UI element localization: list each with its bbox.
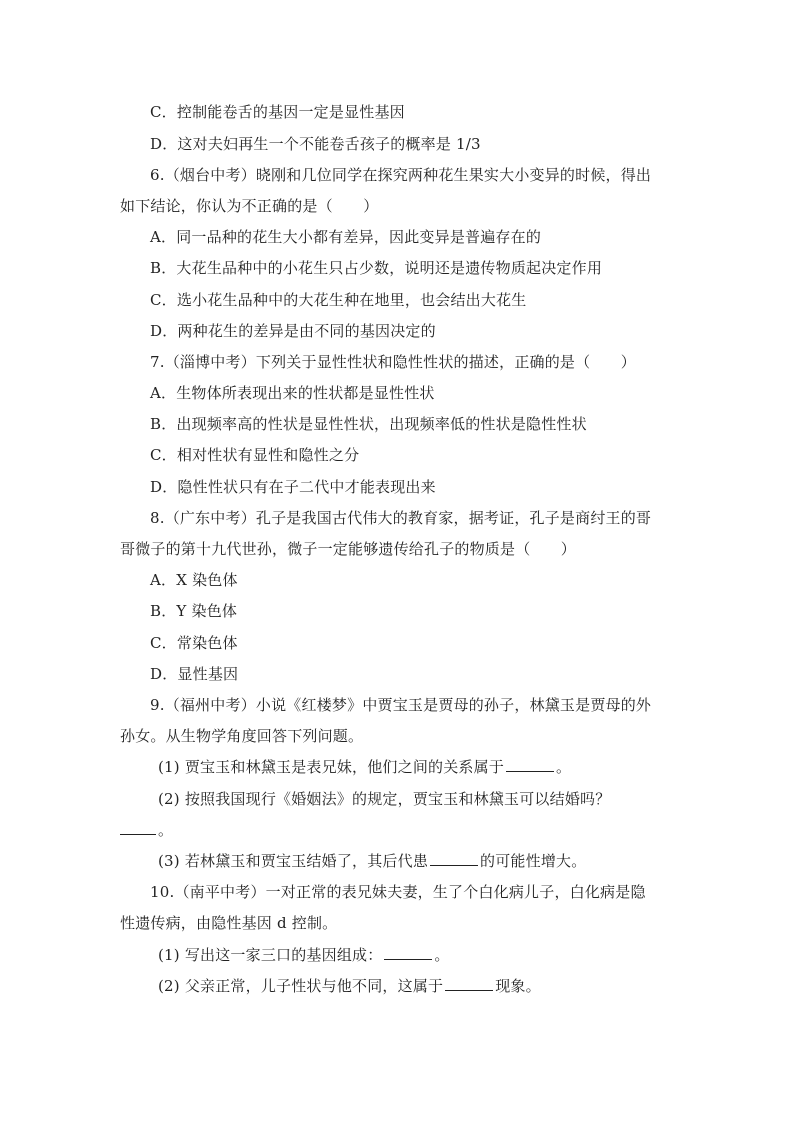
q10-sub1 [158,945,450,965]
answer-blank[interactable] [120,820,156,835]
answer-blank[interactable] [430,851,478,866]
q9-sub2: (2) 按照我国现行《婚姻法》的规定，贾宝玉和林黛玉可以结婚吗？ [158,790,611,808]
q9-sub1 [158,757,571,777]
q6-stem-line1: 6.（烟台中考）晓刚和几位同学在探究两种花生果实大小变异的时候，得出 [150,166,652,184]
q9-sub2-answer [120,820,173,840]
q6-option-b: B．大花生品种中的小花生只占少数，说明还是遗传物质起决定作用 [150,259,603,277]
q9-sub1-text: (1) 贾宝玉和林黛玉是表兄妹，他们之间的关系属于 [158,758,505,776]
q7-option-a: A．生物体所表现出来的性状都是显性性状 [150,384,435,402]
q8-option-b: B．Y 染色体 [150,602,238,620]
answer-blank[interactable] [384,945,432,960]
q9-sub3-text: (3) 若林黛玉和贾宝玉结婚了，其后代患 [158,852,429,870]
q7-option-c: C．相对性状有显性和隐性之分 [150,446,360,464]
q6-option-a: A．同一品种的花生大小都有差异，因此变异是普遍存在的 [150,228,542,246]
answer-blank[interactable] [445,976,493,991]
q10-sub1-end: 。 [434,946,450,964]
q9-sub1-end: 。 [556,758,572,776]
q6-option-d: D．两种花生的差异是由不同的基因决定的 [150,322,436,340]
q10-sub1-text: (1) 写出这一家三口的基因组成： [158,946,383,964]
q8-option-d: D．显性基因 [150,665,239,683]
q9-stem-line1: 9.（福州中考）小说《红楼梦》中贾宝玉是贾母的孙子，林黛玉是贾母的外 [150,696,652,714]
answer-blank[interactable] [506,757,554,772]
q8-option-c: C．常染色体 [150,634,238,652]
q10-stem-line1: 10.（南平中考）一对正常的表兄妹夫妻，生了个白化病儿子，白化病是隐 [150,883,646,901]
q8-stem-line2: 哥微子的第十九代世孙，微子一定能够遗传给孔子的物质是（ ） [120,540,577,558]
q10-sub2-end: 现象。 [495,977,541,995]
q10-sub2 [158,976,541,996]
q9-sub2-end: 。 [158,821,174,839]
q7-stem: 7.（淄博中考）下列关于显性性状和隐性性状的描述，正确的是（ ） [150,353,636,371]
q6-stem-line2: 如下结论，你认为不正确的是（ ） [120,197,379,215]
q10-stem-line2: 性遗传病，由隐性基因 d 控制。 [120,914,338,932]
q9-sub3-end: 的可能性增大。 [480,852,587,870]
q8-option-a: A．X 染色体 [150,571,238,589]
q7-option-b: B．出现频率高的性状是显性性状，出现频率低的性状是隐性性状 [150,415,587,433]
q8-stem-line1: 8.（广东中考）孔子是我国古代伟大的教育家，据考证，孔子是商纣王的哥 [150,509,652,527]
q7-option-d: D．隐性性状只有在子二代中才能表现出来 [150,478,436,496]
q9-stem-line2: 孙女。从生物学角度回答下列问题。 [120,727,364,745]
q9-sub3 [158,851,586,871]
q10-sub2-text: (2) 父亲正常，儿子性状与他不同，这属于 [158,977,444,995]
q5-option-c: C．控制能卷舌的基因一定是显性基因 [150,103,405,121]
q6-option-c: C．选小花生品种中的大花生种在地里，也会结出大花生 [150,291,527,309]
q5-option-d: D．这对夫妇再生一个不能卷舌孩子的概率是 1/3 [150,135,481,153]
